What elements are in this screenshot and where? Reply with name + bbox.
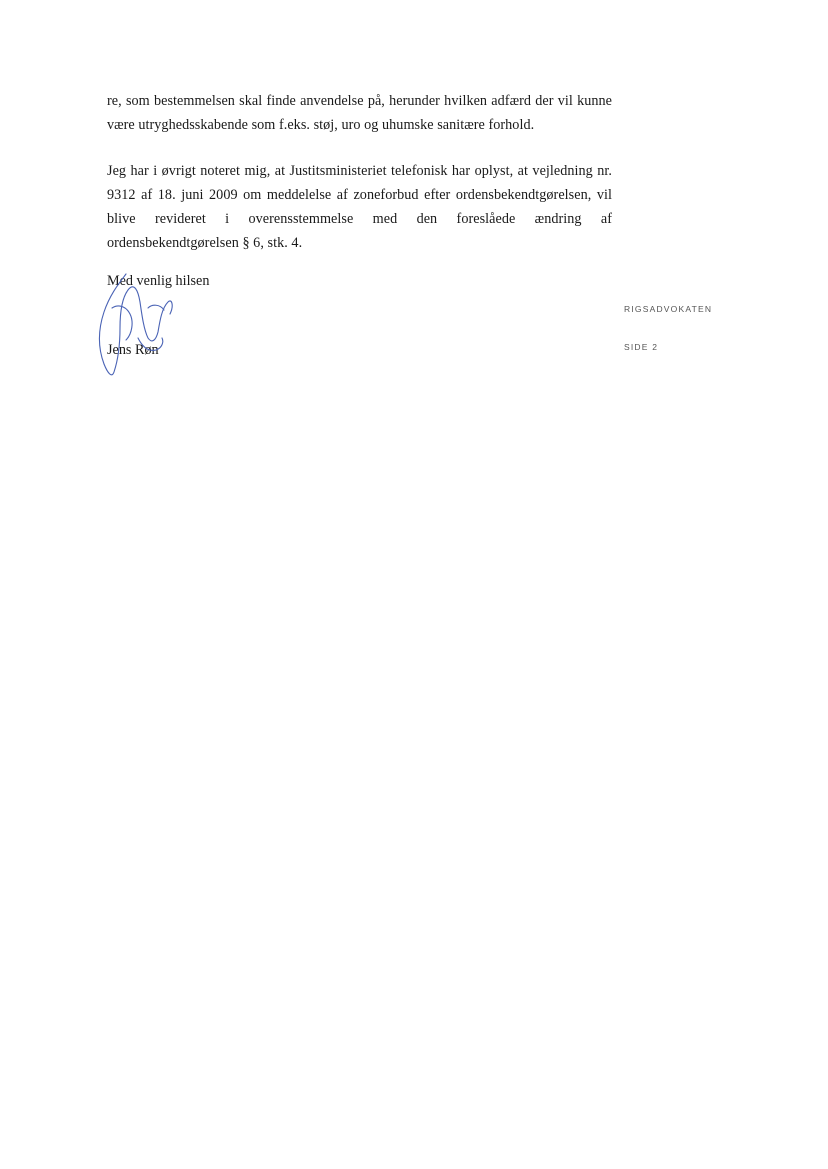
organization-label: RIGSADVOKATEN [624,304,713,314]
paragraph-2: Jeg har i øvrigt noteret mig, at Justitsministeriet telefonisk har oplyst, at vejledning nr. 9312 af 18. juni 2009 om meddelelse af zoneforbud efter ordensbekendtgørelsen, vil blive revideret i overensstemmelse med den foreslåede ændring af ordensbekendtgørelsen § 6, stk. 4. [107,163,612,251]
signer-name: Jens Røn [107,342,159,358]
handwritten-signature [90,268,180,383]
paragraph-1: re, som bestemmelsen skal finde anvendelse på, herunder hvilken adfærd der vil kunne være utryghedsskabende som f.eks. støj, uro og uhumske sanitære forhold. [107,93,612,133]
page-number-label: SIDE 2 [624,342,659,352]
closing-salutation: Med venlig hilsen [107,273,210,289]
